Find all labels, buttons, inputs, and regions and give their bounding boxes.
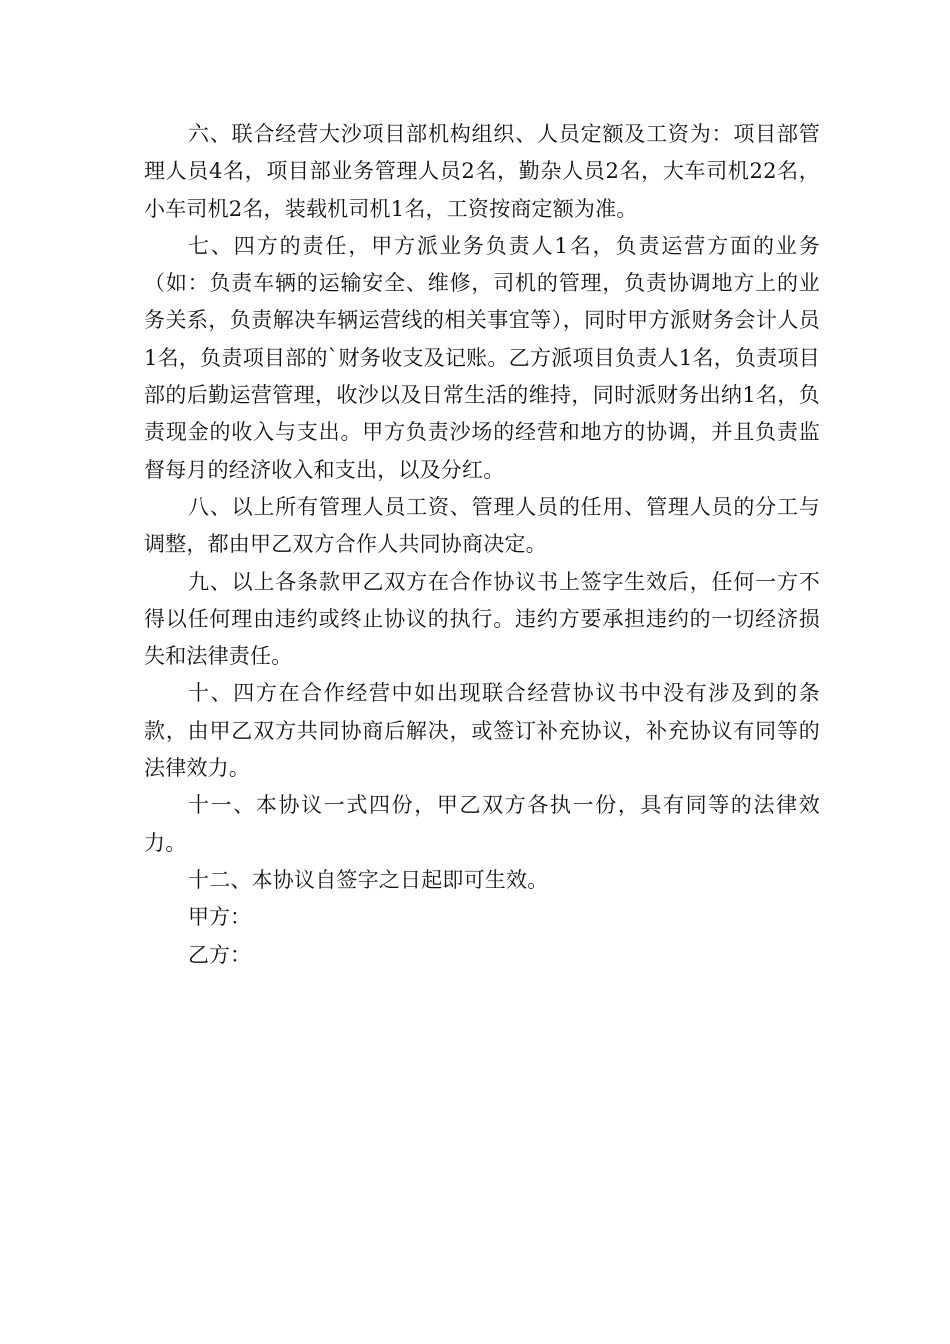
document-body (144, 116, 820, 974)
clause-10: 十、四方在合作经营中如出现联合经营协议书中没有涉及到的条款，由甲乙双方共同协商后解决，或签订补充协议，补充协议有同等的法律效力。 (144, 681, 820, 781)
clause-8: 八、以上所有管理人员工资、管理人员的任用、管理人员的分工与调整，都由甲乙双方合作人共同协商决定。 (144, 494, 820, 557)
clause-7: 七、四方的责任，甲方派业务负责人1名，负责运营方面的业务（如：负责车辆的运输安全、维修，司机的管理，负责协调地方上的业务关系，负责解决车辆运营线的相关事宜等），同时甲方派财务会计人员1名，负责项目部的`财务收支及记账。乙方派项目负责人1名，负责项目部的后勤运营管理，收沙以及日常生活的维持，同时派财务出纳1名，负责现金的收入与支出。甲方负责沙场的经营和地方的协调，并且负责监督每月的经济收入和支出，以及分红。 (144, 233, 820, 482)
clause-6: 六、联合经营大沙项目部机构组织、人员定额及工资为：项目部管理人员4名，项目部业务管理人员2名，勤杂人员2名，大车司机22名，小车司机2名，装载机司机1名，工资按商定额为准。 (144, 122, 820, 221)
clause-9: 九、以上各条款甲乙双方在合作协议书上签字生效后，任何一方不得以任何理由违约或终止协议的执行。违约方要承担违约的一切经济损失和法律责任。 (144, 569, 820, 669)
clause-11: 十一、本协议一式四份，甲乙双方各执一份，具有同等的法律效力。 (144, 793, 820, 855)
signature-party-a: 甲方： (188, 905, 251, 930)
signature-party-b: 乙方： (188, 942, 251, 967)
clause-12: 十二、本协议自签字之日起即可生效。 (188, 867, 549, 892)
